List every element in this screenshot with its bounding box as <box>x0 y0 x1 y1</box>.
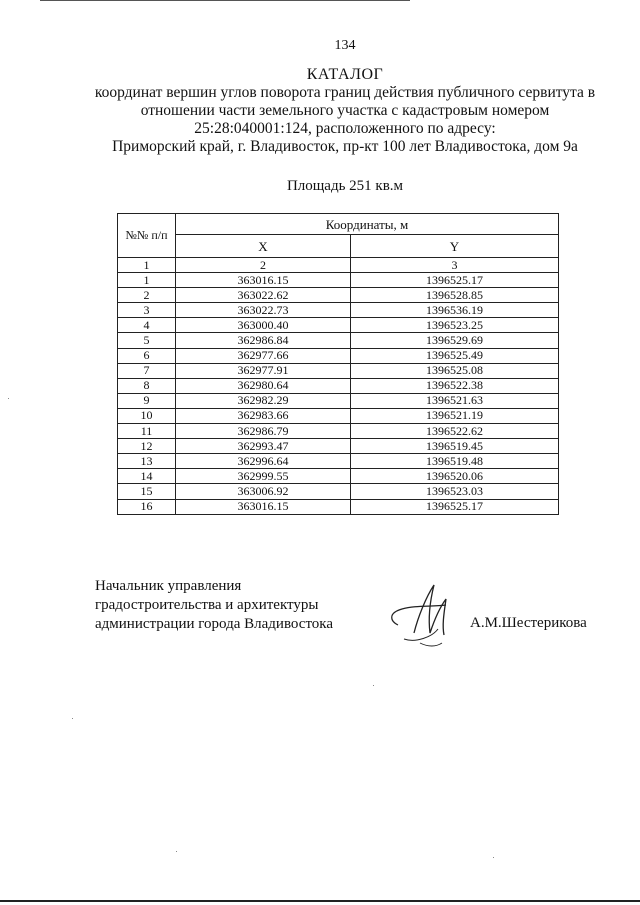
point-number-cell: 4 <box>118 318 176 333</box>
scan-speck <box>8 398 9 399</box>
x-coordinate-cell: 362993.47 <box>176 439 351 454</box>
point-number-cell: 7 <box>118 363 176 378</box>
point-number-cell: 5 <box>118 333 176 348</box>
table-row <box>118 424 559 439</box>
y-coordinate-cell: 1396536.19 <box>351 303 559 318</box>
scan-speck <box>72 718 73 719</box>
handwritten-signature <box>384 577 464 649</box>
table-row <box>118 333 559 348</box>
y-coordinate-cell: 1396529.69 <box>351 333 559 348</box>
y-coordinate-cell: 1396525.17 <box>351 273 559 288</box>
scan-speck <box>373 685 374 686</box>
y-coordinate-cell: 1396525.49 <box>351 348 559 363</box>
table-row <box>118 499 559 514</box>
x-coordinate-cell: 362977.91 <box>176 363 351 378</box>
y-coordinate-cell: 1396519.45 <box>351 439 559 454</box>
point-number-cell: 8 <box>118 378 176 393</box>
column-index-cell: 2 <box>176 258 351 273</box>
heading-line-2: отношении части земельного участка с кадастровым номером <box>140 102 550 119</box>
x-coordinate-cell: 363006.92 <box>176 484 351 499</box>
table-row <box>118 393 559 408</box>
x-coordinate-cell: 363000.40 <box>176 318 351 333</box>
header-y: Y <box>351 235 559 258</box>
point-number-cell: 11 <box>118 424 176 439</box>
x-coordinate-cell: 362982.29 <box>176 393 351 408</box>
y-coordinate-cell: 1396528.85 <box>351 288 559 303</box>
table-row <box>118 348 559 363</box>
point-number-cell: 3 <box>118 303 176 318</box>
table-row <box>118 288 559 303</box>
table-row <box>118 454 559 469</box>
point-number-cell: 9 <box>118 393 176 408</box>
column-index-row <box>118 258 559 273</box>
bottom-border-line <box>0 900 640 902</box>
x-coordinate-cell: 362977.66 <box>176 348 351 363</box>
signer-name: А.М.Шестерикова <box>470 615 587 631</box>
y-coordinate-cell: 1396522.38 <box>351 378 559 393</box>
table-row <box>118 469 559 484</box>
y-coordinate-cell: 1396523.03 <box>351 484 559 499</box>
y-coordinate-cell: 1396521.19 <box>351 408 559 423</box>
signatory-position <box>95 577 333 634</box>
catalog-title: КАТАЛОГ <box>306 66 384 83</box>
x-coordinate-cell: 362983.66 <box>176 408 351 423</box>
heading-line-1: координат вершин углов поворота границ действия публичного сервитута в <box>94 84 596 101</box>
page-number: 134 <box>334 38 356 53</box>
header-row-number: №№ п/п <box>118 214 176 258</box>
scan-speck <box>493 857 494 858</box>
x-coordinate-cell: 363022.62 <box>176 288 351 303</box>
y-coordinate-cell: 1396523.25 <box>351 318 559 333</box>
x-coordinate-cell: 362980.64 <box>176 378 351 393</box>
heading-line-4: Приморский край, г. Владивосток, пр-кт 100 лет Владивостока, дом 9а <box>112 138 578 155</box>
x-coordinate-cell: 362986.79 <box>176 424 351 439</box>
table-row <box>118 378 559 393</box>
point-number-cell: 2 <box>118 288 176 303</box>
top-border-line <box>40 0 410 1</box>
position-line-3: администрации города Владивостока <box>95 616 334 632</box>
point-number-cell: 10 <box>118 408 176 423</box>
table-body <box>118 258 559 515</box>
header-coordinates: Координаты, м <box>176 214 559 235</box>
area-label: Площадь 251 кв.м <box>286 178 404 194</box>
x-coordinate-cell: 363022.73 <box>176 303 351 318</box>
x-coordinate-cell: 362986.84 <box>176 333 351 348</box>
point-number-cell: 15 <box>118 484 176 499</box>
y-coordinate-cell: 1396525.08 <box>351 363 559 378</box>
y-coordinate-cell: 1396520.06 <box>351 469 559 484</box>
coordinates-table <box>117 213 559 515</box>
x-coordinate-cell: 362996.64 <box>176 454 351 469</box>
document-heading <box>0 66 640 156</box>
point-number-cell: 6 <box>118 348 176 363</box>
position-line-1: Начальник управления <box>95 578 242 594</box>
table-row <box>118 273 559 288</box>
x-coordinate-cell: 363016.15 <box>176 499 351 514</box>
column-index-cell: 1 <box>118 258 176 273</box>
table-row <box>118 439 559 454</box>
point-number-cell: 16 <box>118 499 176 514</box>
y-coordinate-cell: 1396519.48 <box>351 454 559 469</box>
x-coordinate-cell: 362999.55 <box>176 469 351 484</box>
point-number-cell: 1 <box>118 273 176 288</box>
header-x: X <box>176 235 351 258</box>
point-number-cell: 13 <box>118 454 176 469</box>
table-row <box>118 408 559 423</box>
heading-line-3: 25:28:040001:124, расположенного по адресу: <box>194 120 496 137</box>
position-line-2: градостроительства и архитектуры <box>95 597 319 613</box>
column-index-cell: 3 <box>351 258 559 273</box>
x-coordinate-cell: 363016.15 <box>176 273 351 288</box>
table-row <box>118 363 559 378</box>
table-row <box>118 484 559 499</box>
y-coordinate-cell: 1396525.17 <box>351 499 559 514</box>
y-coordinate-cell: 1396521.63 <box>351 393 559 408</box>
point-number-cell: 14 <box>118 469 176 484</box>
table-row <box>118 318 559 333</box>
point-number-cell: 12 <box>118 439 176 454</box>
table-row <box>118 303 559 318</box>
scan-speck <box>176 851 177 852</box>
y-coordinate-cell: 1396522.62 <box>351 424 559 439</box>
